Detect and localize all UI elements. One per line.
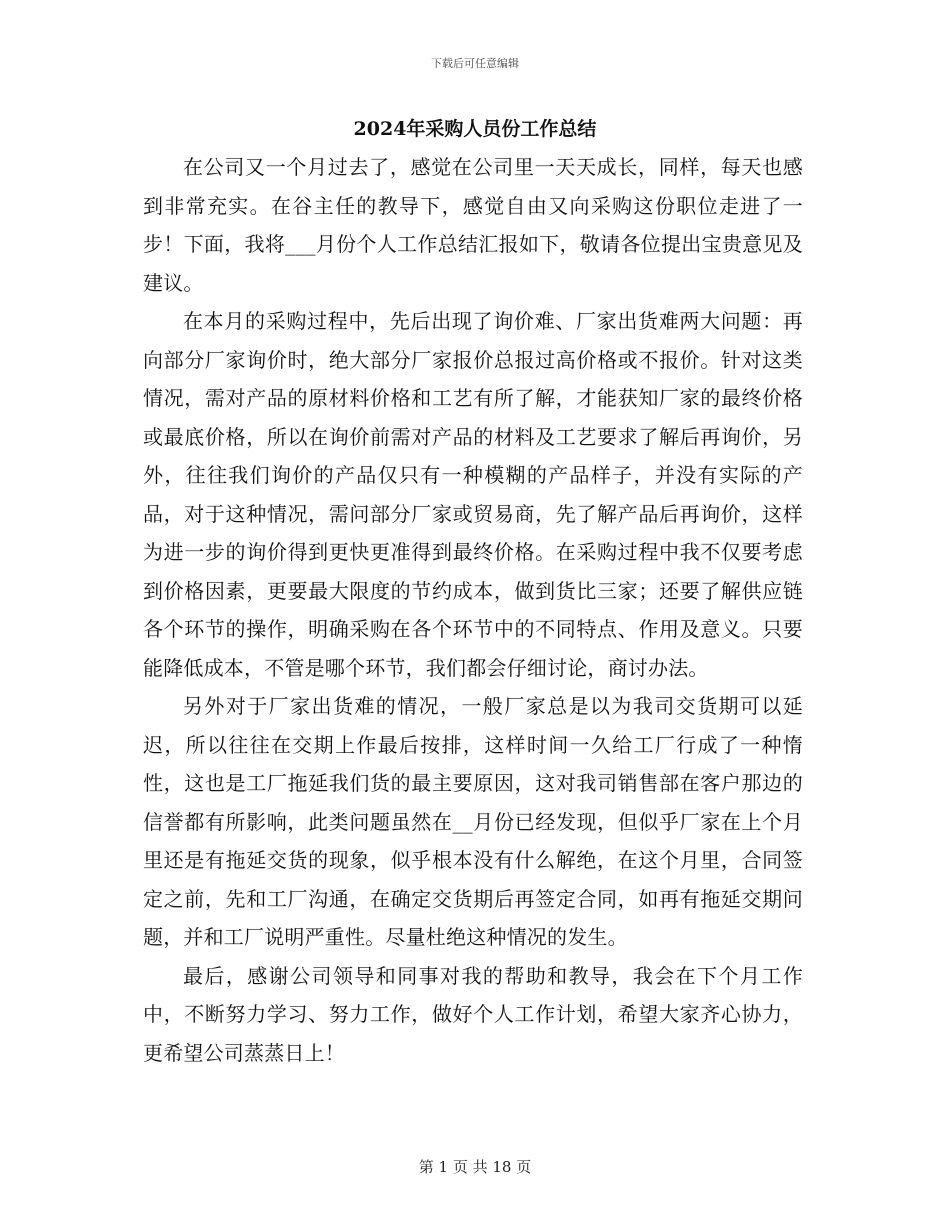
- page-number-footer: 第 1 页 共 18 页: [418, 1158, 532, 1176]
- paragraph-closing: 最后，感谢公司领导和同事对我的帮助和教导，我会在下个月工作中，不断努力学习、努力工作，做好个人工作计划，希望大家齐心协力，更希望公司蒸蒸日上！: [143, 963, 803, 1065]
- paragraph-delivery-problems: 另外对于厂家出货难的情况，一般厂家总是以为我司交货期可以延迟，所以往往在交期上作最后按排，这样时间一久给工厂行成了一种惰性，这也是工厂拖延我们货的最主要原因，这对我司销售部在客户那边的信誉都有所影响，此类问题虽然在__月份已经发现，但似乎厂家在上个月里还是有拖延交货的现象，似乎根本没有什么解绝，在这个月里，合同签定之前，先和工厂沟通，在确定交货期后再签定合同，如再有拖延交期问题，并和工厂说明严重性。尽量杜绝这种情况的发生。: [143, 694, 803, 949]
- document-title: 2024年采购人员份工作总结: [353, 118, 597, 140]
- document-body: [143, 148, 803, 1072]
- paragraph-intro: 在公司又一个月过去了，感觉在公司里一天天成长，同样，每天也感到非常充实。在谷主任的教导下，感觉自由又向采购这份职位走进了一步！下面，我将___月份个人工作总结汇报如下，敬请各位提出宝贵意见及建议。: [143, 155, 803, 295]
- paragraph-inquiry-problems: 在本月的采购过程中，先后出现了询价难、厂家出货难两大问题：再向部分厂家询价时，绝大部分厂家报价总报过高价格或不报价。针对这类情况，需对产品的原材料价格和工艺有所了解，才能获知厂家的最终价格或最底价格，所以在询价前需对产品的材料及工艺要求了解后再询价，另外，往往我们询价的产品仅只有一种模糊的产品样子，并没有实际的产品，对于这种情况，需问部分厂家或贸易商，先了解产品后再询价，这样为进一步的询价得到更快更准得到最终价格。在采购过程中我不仅要考虑到价格因素，更要最大限度的节约成本，做到货比三家；还要了解供应链各个环节的操作，明确采购在各个环节中的不同特点、作用及意义。只要能降低成本，不管是哪个环节，我们都会仔细讨论，商讨办法。: [143, 309, 803, 680]
- header-note: 下载后可任意编辑: [431, 57, 519, 70]
